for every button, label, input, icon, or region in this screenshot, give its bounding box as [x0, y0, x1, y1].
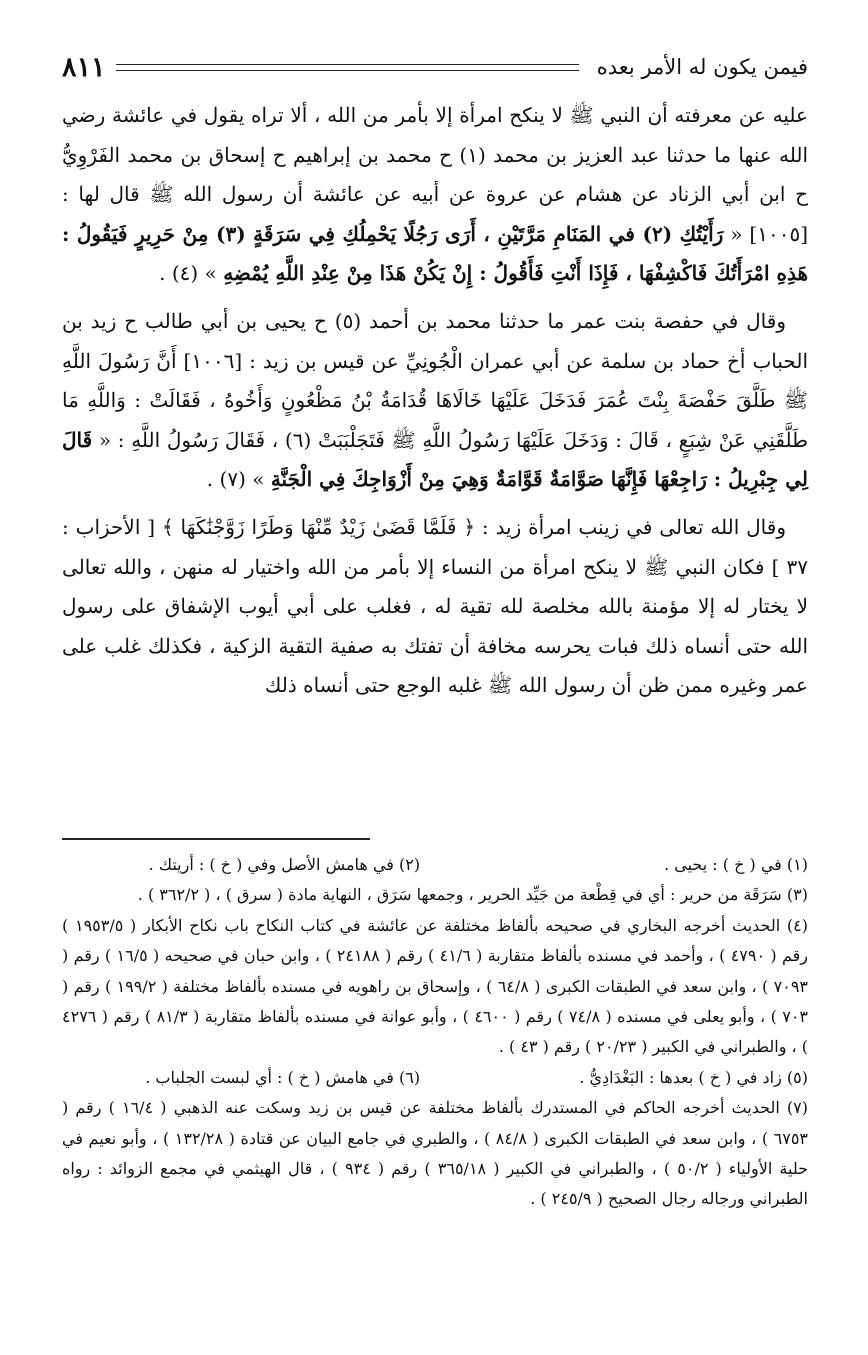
footnote-3: (٣) سَرَقَة من حرير : أي في قِطْعة من جَيِّد الحرير ، وجمعها سَرَق ، النهاية مادة ( سرق ) ، ( ٣٦٢/٢ ) .	[137, 885, 808, 905]
footnote-row	[62, 850, 808, 880]
footnote-2: (٢) في هامش الأصل وفي ( خ ) : أريتك .	[148, 855, 421, 874]
hadith-quote: رَأَيْتُكِ (٢) في المَنَامِ مَرَّتَيْنِ ، أَرَى رَجُلًا يَحْمِلُكِ فِي سَرَقَةٍ (٣) مِنْ حَرِيرٍ فَيَقُولُ : هَذِهِ امْرَأَتُكَ فَاكْشِفْهَا ، فَإِذَا أَنْتِ فَأَقُولُ : إِنْ يَكُنْ هَذَا مِنْ عِنْدِ اللَّهِ يُمْضِهِ	[62, 221, 808, 286]
paragraph-text: وقال الله تعالى في زينب امرأة زيد : ﴿ فَلَمَّا قَضَىٰ زَيْدٌ مِّنْهَا وَطَرًا زَوَّجْنَٰكَهَا ﴾ [ الأحزاب : ٣٧ ] فكان النبي ﷺ لا ينكح امرأة من النساء إلا بأمر من الله واختيار له منهن ، والله تعالى لا يختار له إلا مؤمنة بالله مخلصة لله تقية له ، فغلب على أبي أيوب الإشفاق على رسول الله حتى أنساه ذلك فبات يحرسه مخافة أن تفتك به صفية التقية الزكية ، فكذلك غلب على عمر وغيره ممن ظن أن رسول الله ﷺ غلبه الوجع حتى أنساه ذلك	[62, 514, 808, 698]
paragraph-zaynab	[62, 508, 808, 706]
footnote-6: (٦) في هامش ( خ ) : أي لبست الجلباب .	[145, 1067, 421, 1087]
paragraph-aisha	[62, 96, 808, 294]
paragraph-text: عليه عن معرفته أن النبي ﷺ لا ينكح امرأة إلا بأمر من الله ، ألا تراه يقول في عائشة رضي الله عنها ما حدثنا عبد العزيز بن محمد	[62, 103, 809, 167]
page-number: ٨١١	[62, 51, 106, 83]
main-text	[62, 96, 808, 706]
footnote-row	[62, 1063, 808, 1093]
footnote-7: (٧) الحديث أخرجه الحاكم في المستدرك بألفاظ مختلفة عن قيس بن زيد وسكت عنه الذهبي ( ١٦/٤ ) رقم ( ٦٧٥٣ ) ، وابن سعد في الطبقات الكبرى ( ٨٤/٨ ) ، والطبري في جامع البيان عن قتادة ( ١٣٢/٢٨ ) ، وأبو نعيم في حلية الأولياء ( ٥٠/٢ ) ، والطبراني في الكبير ( ٣٦٥/١٨ ) رقم ( ٩٣٤ ) ، قال الهيثمي في مجمع الزوائد : رواه الطبراني ورجاله رجال الصحيح ( ٢٤٥/٩ ) .	[62, 1098, 809, 1209]
paragraph-hafsa	[62, 302, 808, 500]
hadith-quote: قَالَ لِي جِبْرِيلُ : رَاجِعْهَا فَإِنَّهَا صَوَّامَةٌ قَوَّامَةٌ وَهِيَ مِنْ أَزْوَاجِكَ فِي الْجَنَّةِ	[62, 427, 808, 492]
header-rule	[116, 64, 579, 71]
book-page	[62, 48, 808, 1328]
paragraph-text: » (٤) .	[159, 261, 224, 286]
page-header	[62, 48, 808, 86]
paragraph-text: » (٧) .	[206, 467, 271, 492]
running-title: فيمن يكون له الأمر بعده	[596, 55, 808, 79]
paragraph-text: وقال في حفصة بنت عمر ما حدثنا محمد بن أحمد (٥) ح يحيى بن أبي طالب ح زيد بن الحباب أخ حماد بن سلمة عن أبي عمران الْجُونِيِّ عن قيس بن زيد : [١٠٠٦] أَنَّ رَسُولَ اللَّهِ ﷺ طَلَّقَ حَفْصَةَ بِنْتَ عُمَرَ فَدَخَلَ عَلَيْهَا خَالَاهَا قُدَامَةُ بْنُ مَظْعُونٍ وَأَخُوهُ ، فَقَالَتْ : وَاللَّهِ مَا طَلَّقَنِي عَنْ شِبَعٍ ، قَالَ : وَدَخَلَ عَلَيْهَا رَسُولُ اللَّهِ ﷺ فَتَجَلْبَبَتْ (٦) ، فَقَالَ رَسُولُ اللَّهِ : «	[62, 308, 808, 452]
footnote-5: (٥) زاد في ( خ ) بعدها : البَغْدَادِيُّ .	[579, 1067, 808, 1087]
footnote-ref: (١)	[459, 142, 486, 167]
footnotes	[62, 850, 808, 1215]
paragraph-text: ح محمد بن إبراهيم ح إسحاق بن محمد الفَرْوِيُّ ح ابن أبي الزناد عن هشام عن عروة عن أبيه عن عائشة أن رسول الله ﷺ قال لها : [١٠٠٥] «	[62, 142, 808, 246]
footnote-1: (١) في ( خ ) : يحيى .	[664, 855, 808, 874]
footnote-4: (٤) الحديث أخرجه البخاري في صحيحه بألفاظ مختلفة عن عائشة في كتاب النكاح باب نكاح الأبكار ( ١٩٥٣/٥ ) رقم ( ٤٧٩٠ ) ، وأحمد في مسنده بألفاظ متقاربة ( ٤١/٦ ) رقم ( ٢٤١٨٨ ) ، وابن حبان في صحيحه ( ١٦/٥ ) رقم ( ٧٠٩٣ ) ، وابن سعد في الطبقات الكبرى ( ٦٤/٨ ) ، وإسحاق بن راهويه في مسنده بألفاظ مختلفة ( ١٩٩/٢ ) رقم ( ٧٠٣ ) ، وأبو يعلى في مسنده ( ٧٤/٨ ) رقم ( ٤٦٠٠ ) ، وأبو عوانة في مسنده بألفاظ متقاربة ( ٨١/٣ ) رقم ( ٤٢٧٦ ) ، والطبراني في الكبير ( ٢٠/٢٣ ) رقم ( ٤٣ ) .	[62, 915, 809, 1057]
footnote-separator	[62, 838, 370, 840]
